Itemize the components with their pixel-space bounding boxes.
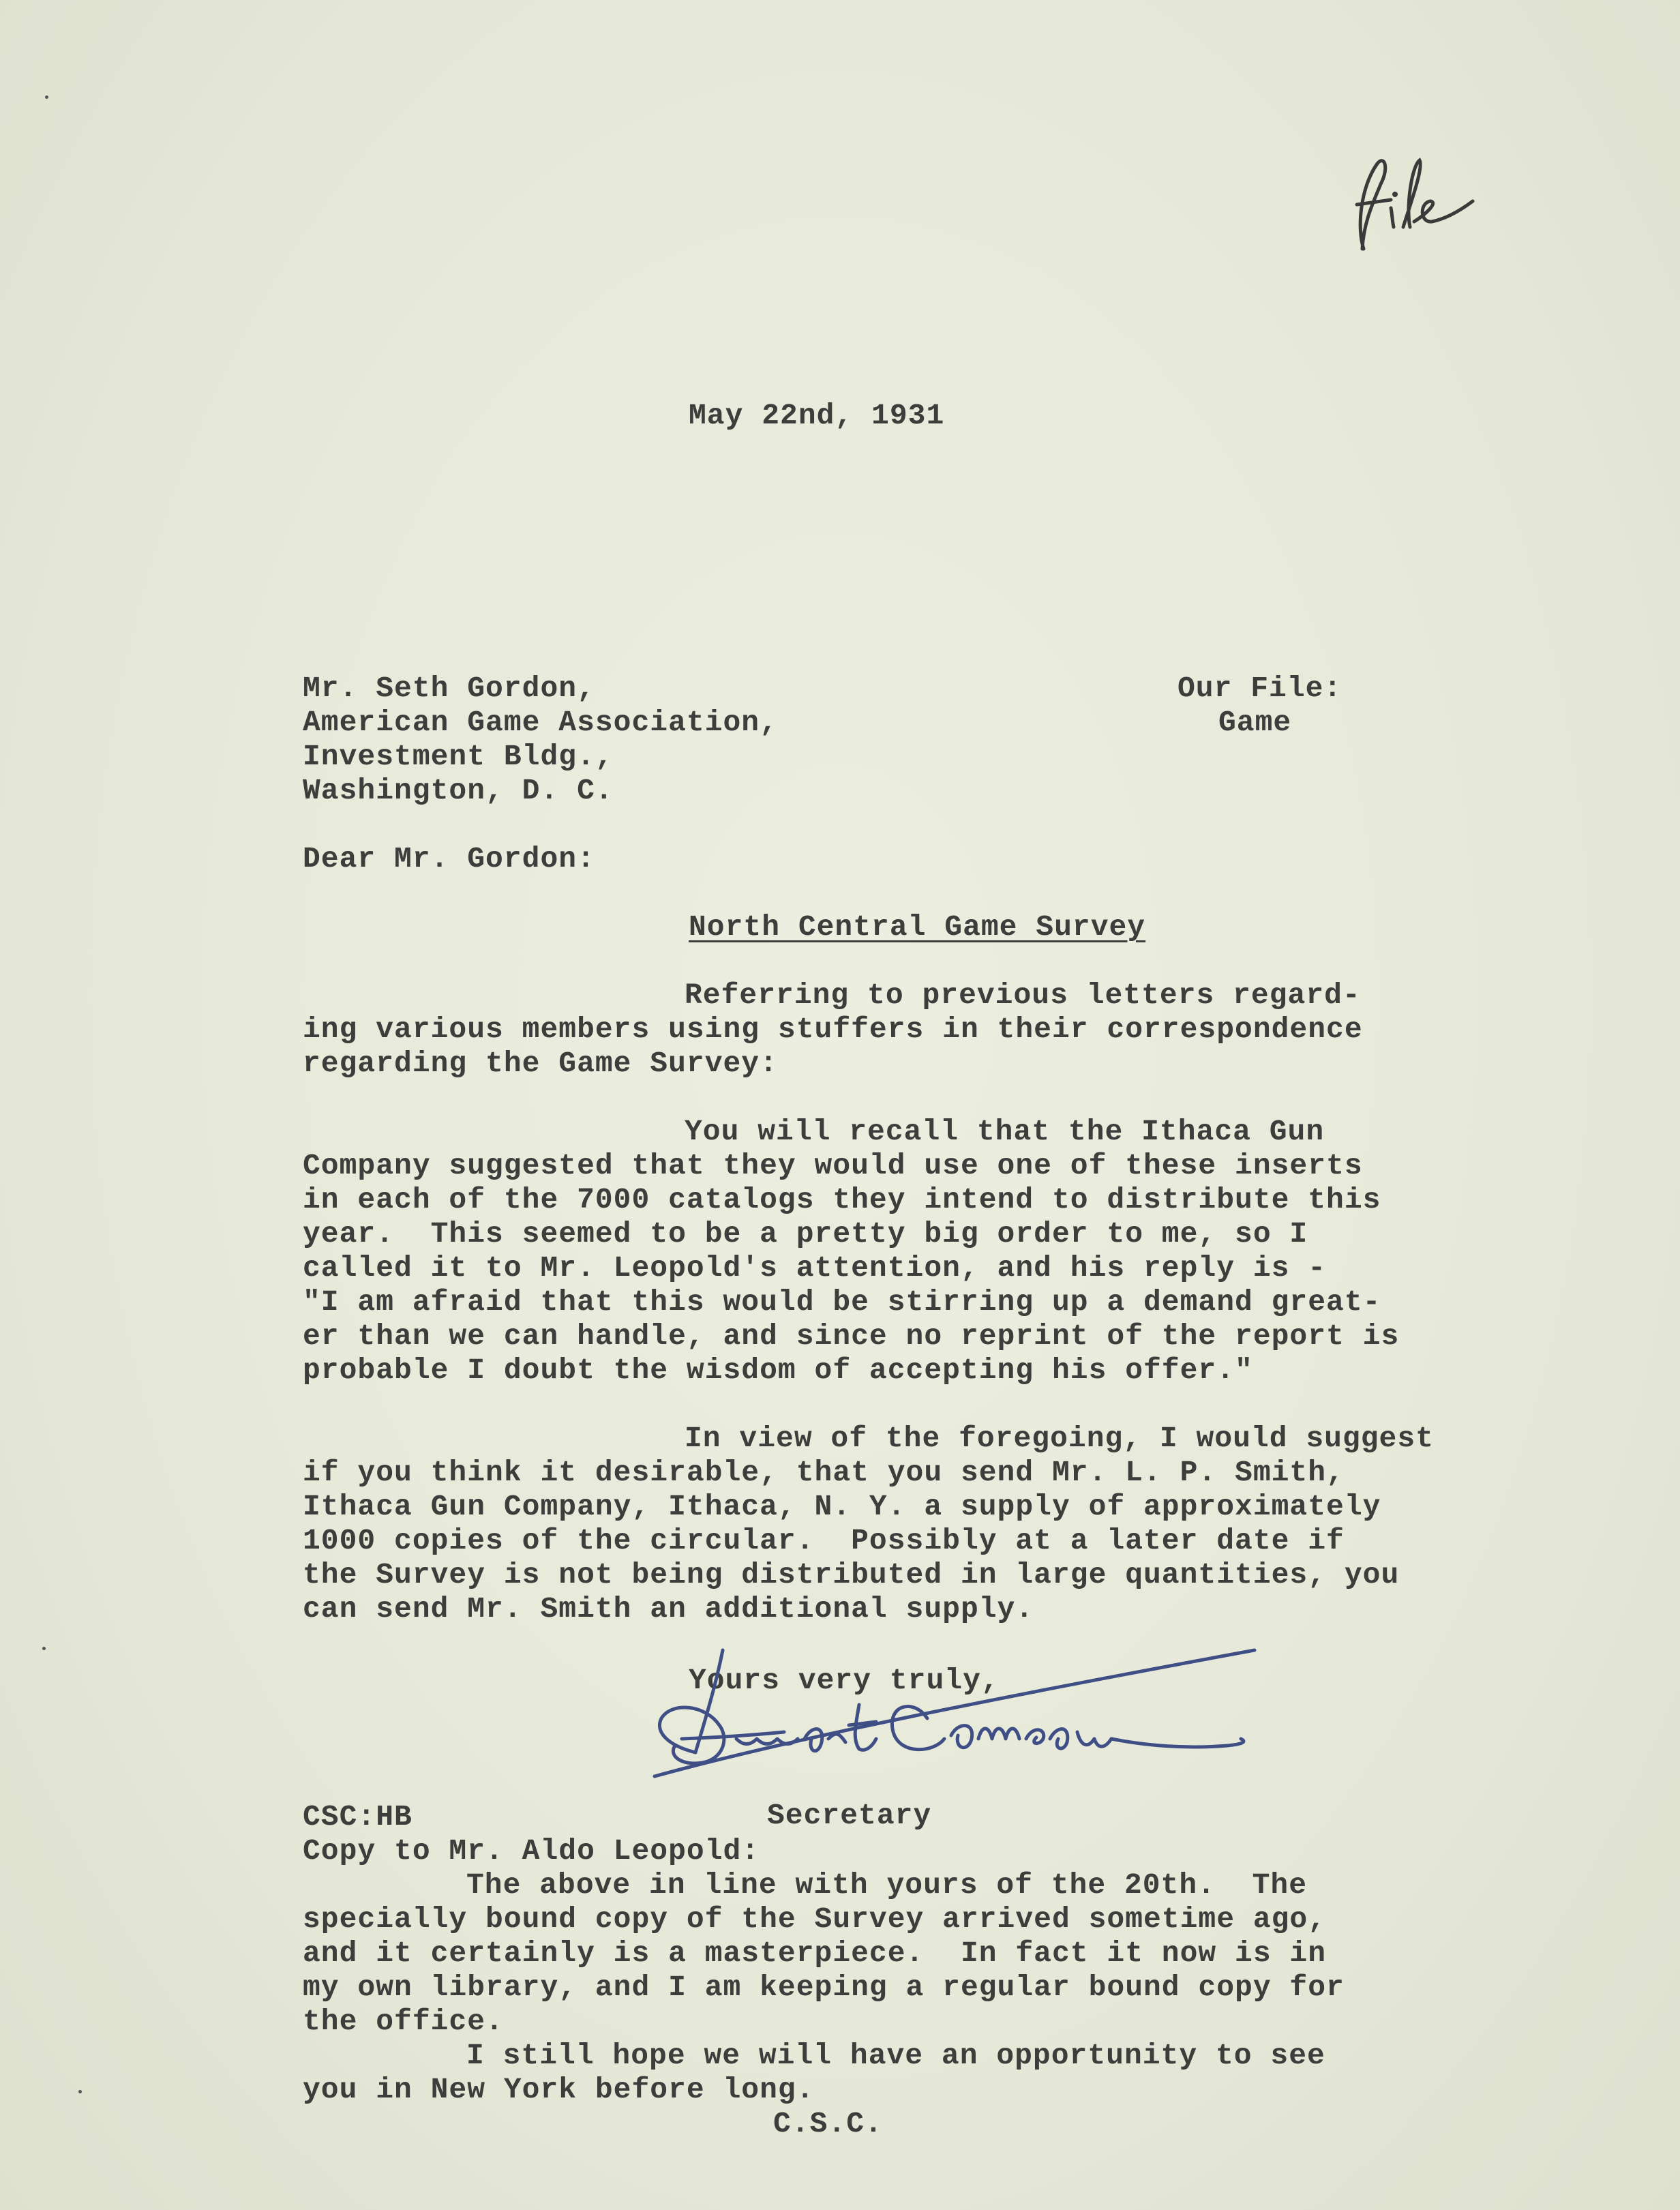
body-line: In view of the foregoing, I would suggest xyxy=(685,1422,1434,1455)
file-ref-label: Our File: xyxy=(1178,672,1342,705)
postscript-line: the office. xyxy=(303,2005,504,2038)
recipient-address xyxy=(303,672,1121,808)
file-ref-value: Game xyxy=(1218,706,1292,739)
body-line: er than we can handle, and since no reprint of the report is xyxy=(303,1319,1400,1353)
body-line: Referring to previous letters regard- xyxy=(685,979,1361,1012)
body-paragraph-3 xyxy=(303,1422,1530,1626)
postscript-line: you in New York before long. xyxy=(303,2073,815,2106)
signer-title: Secretary xyxy=(767,1799,932,1832)
body-line: 1000 copies of the circular. Possibly at a later date if xyxy=(303,1524,1345,1557)
handwritten-file-note xyxy=(1343,147,1493,269)
postscript-heading: Copy to Mr. Aldo Leopold: xyxy=(303,1834,760,1868)
body-line: ing various members using stuffers in their correspondence xyxy=(303,1013,1363,1046)
body-line: the Survey is not being distributed in large quantities, you xyxy=(303,1558,1400,1592)
paper-speck xyxy=(42,1647,46,1650)
file-reference xyxy=(1178,672,1518,740)
typist-initials: CSC:HB xyxy=(303,1800,412,1834)
postscript-line: and it certainly is a masterpiece. In fact it now is in xyxy=(303,1937,1327,1970)
letter-date: May 22nd, 1931 xyxy=(689,399,945,432)
body-line: Ithaca Gun Company, Ithaca, N. Y. a supply of approximately xyxy=(303,1490,1381,1523)
body-line: probable I doubt the wisdom of accepting his offer." xyxy=(303,1354,1253,1387)
body-line: Company suggested that they would use one of these inserts xyxy=(303,1149,1363,1182)
salutation: Dear Mr. Gordon: xyxy=(303,842,595,876)
body-line: can send Mr. Smith an additional supply. xyxy=(303,1592,1034,1626)
body-line: if you think it desirable, that you send Mr. L. P. Smith, xyxy=(303,1456,1345,1489)
body-line: regarding the Game Survey: xyxy=(303,1047,778,1080)
subject-line: North Central Game Survey xyxy=(689,910,1146,944)
postscript-sign: C.S.C. xyxy=(773,2107,883,2140)
postscript-line: The above in line with yours of the 20th. The xyxy=(466,1868,1307,1902)
recipient-line: Mr. Seth Gordon, xyxy=(303,672,595,705)
recipient-line: American Game Association, xyxy=(303,706,778,739)
handwritten-signature xyxy=(641,1643,1282,1821)
paper-speck xyxy=(45,95,48,99)
body-line: year. This seemed to be a pretty big order to me, so I xyxy=(303,1217,1308,1251)
body-line: You will recall that the Ithaca Gun xyxy=(685,1115,1325,1148)
postscript-line: my own library, and I am keeping a regular bound copy for xyxy=(303,1971,1345,2004)
body-line: in each of the 7000 catalogs they intend to distribute this xyxy=(303,1183,1381,1216)
postscript-line: I still hope we will have an opportunity to see xyxy=(466,2039,1325,2072)
body-paragraph-1 xyxy=(303,979,1530,1081)
body-paragraph-2 xyxy=(303,1115,1530,1388)
body-line: called it to Mr. Leopold's attention, and his reply is - xyxy=(303,1251,1327,1285)
postscript xyxy=(303,1834,1530,2141)
body-line: "I am afraid that this would be stirring up a demand great- xyxy=(303,1285,1381,1319)
paper-speck xyxy=(78,2090,82,2093)
postscript-line: specially bound copy of the Survey arrived sometime ago, xyxy=(303,1902,1327,1936)
recipient-line: Investment Bldg., xyxy=(303,740,614,773)
recipient-line: Washington, D. C. xyxy=(303,774,614,807)
closing: Yours very truly, xyxy=(689,1664,1000,1697)
